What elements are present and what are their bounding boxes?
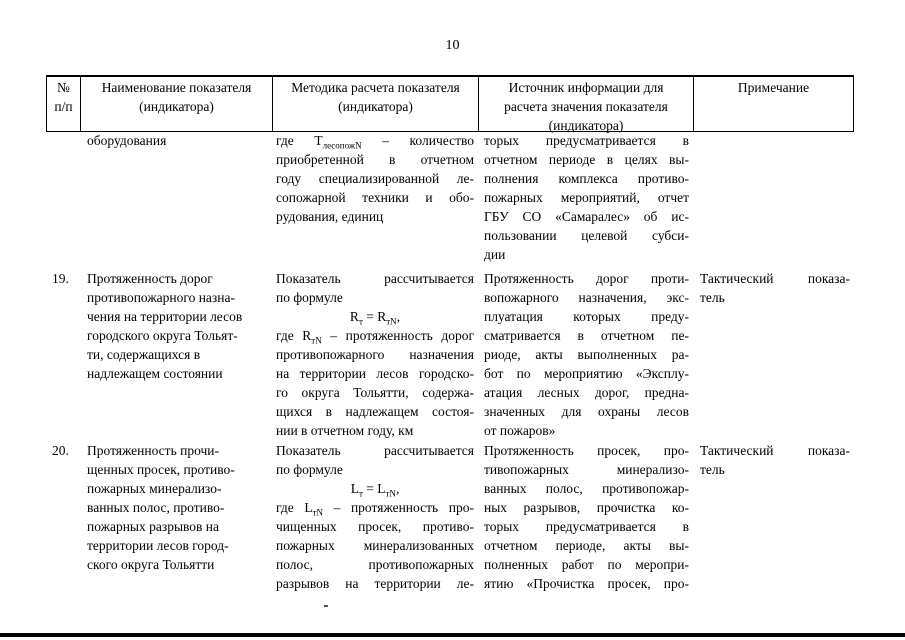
row19-formula: $R_т = R_{тN}$,: [349, 309, 401, 327]
row0-name: оборудования: [87, 133, 167, 148]
row19-method: Показатель рассчитывается по формуле $R_т = R_{тN}$, где $R_{тN}$ – протяженность дорог противопожарного назначения на территории лесов городско- го округа Тольятти, содержа- щихся в надлежащем состоя- нии в отчетном году, км: [276, 271, 475, 438]
row20-note: Тактический показа- тель: [700, 443, 850, 477]
header-source: Источник информации для расчета значения показателя (индикатора): [504, 80, 668, 133]
row0-source: торых предусматривается в отчетном периоде в целях вы- полнения комплекса противо- пожарных мероприятий, отчет ГБУ СО «Самаралес» об ис- пользовании целевой субси- дии: [484, 133, 689, 262]
table-top-border: [46, 75, 854, 77]
header-number: № п/п: [54, 80, 73, 114]
page-number: 10: [445, 38, 460, 53]
header-indicator-name: Наименование показателя (индикатора): [101, 80, 252, 114]
row20-source: Протяженность просек, про- тивопожарных минерализо- ванных полос, противопожар- ных разрывов, прочистка ко- торых предусматривается в отчетном периоде, акты вы- полненных работ по меропри- ятию «Прочистка просек, про-: [484, 443, 689, 591]
row19-name: Протяженность дорог противопожарного назна- чения на территории лесов городского округа Тольят- ти, содержащихся в надлежащем состоянии: [87, 271, 243, 381]
scan-speck: [324, 605, 328, 607]
page-bottom-edge: [0, 633, 905, 637]
row0-method: где $Т_{лесопожN}$ – количество приобретенной в отчетном году специализированной ле- сопожарной техники и обо- рудования, единиц: [276, 133, 475, 224]
row20-number: 20.: [52, 443, 69, 458]
table-right-border: [853, 75, 854, 132]
header-note: Примечание: [737, 80, 810, 95]
header-method: Методика расчета показателя (индикатора): [291, 80, 460, 114]
row19-note: Тактический показа- тель: [700, 271, 850, 305]
row19-number: 19.: [52, 271, 69, 286]
row20-formula: $L_т = L_{тN}$,: [350, 481, 400, 499]
row19-source: Протяженность дорог проти- вопожарного назначения, экс- плуатация которых преду- сматривается в отчетном пе- риоде, акты выполненных ра- бот по мероприятию «Эксплу- атация лесных дорог, предна- значенных для охраны лесов от пожаров»: [484, 271, 689, 438]
row20-name: Протяженность прочи- щенных просек, противо- пожарных минерализо- ванных полос, противо- пожарных разрывов на территории лесов город- ского округа Тольятти: [87, 443, 235, 572]
row20-method: Показатель рассчитывается по формуле $L_т = L_{тN}$, где $L_{тN}$ – протяженность про- чищенных просек, противо- пожарных минерализованных полос, противопожарных разрывов на территории ле-: [276, 443, 474, 591]
